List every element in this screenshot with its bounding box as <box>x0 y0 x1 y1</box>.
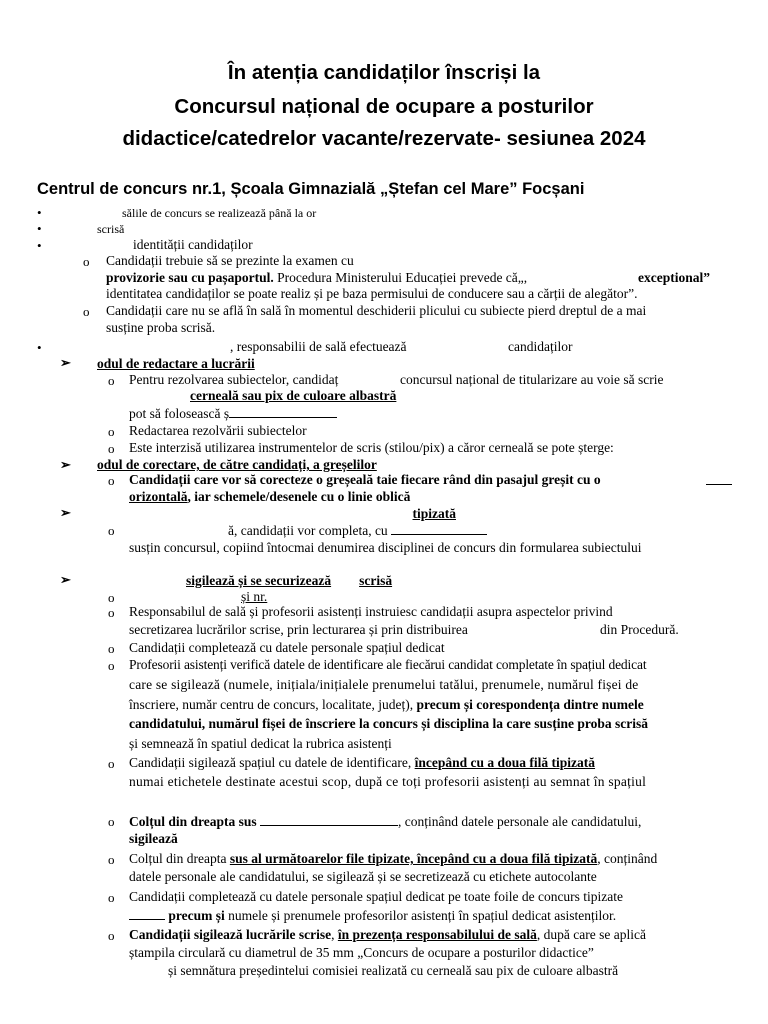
circle-marker: o <box>108 424 115 439</box>
text: Procedura Ministerului Educației prevede că„, <box>273 270 528 285</box>
bold-text: cerneală sau pix de culoare albastră <box>190 388 397 403</box>
circle-marker: o <box>108 658 115 673</box>
list-item-text: Responsabilul de sală și profesorii asistenți instruiesc candidații asupra aspectelor privind <box>129 604 613 619</box>
title-line-3: didactice/catedrelor vacante/rezervate- sesiunea 2024 <box>122 127 646 150</box>
list-item-text: din Procedură. <box>600 622 679 637</box>
circle-marker: o <box>108 441 115 456</box>
circle-marker: o <box>108 373 115 388</box>
section-heading: odul de corectare, de către candidați, a greșelilor <box>97 457 377 472</box>
list-item-text: sigilează <box>129 831 178 846</box>
arrow-marker: ➢ <box>60 572 71 587</box>
bullet-text: sălile de concurs se realizează până la or <box>122 206 317 220</box>
list-item-text: Colțul din dreapta sus al următoarelor file tipizate, începând cu a doua filă tipizată, conținând <box>129 851 658 866</box>
list-item-text: secretizarea lucrărilor scrise, prin lecturarea și prin distribuirea <box>129 622 468 637</box>
arrow-marker: ➢ <box>60 505 71 520</box>
list-item-text: ă, candidații vor completa, cu <box>228 522 487 539</box>
circle-marker: o <box>108 590 115 605</box>
list-item-text: Candidații trebuie să se prezinte la examen cu <box>106 253 354 268</box>
bullet-marker: • <box>37 238 42 253</box>
bullet-text: identității candidaților <box>133 237 253 252</box>
bullet-text: , responsabilii de sală efectuează <box>230 339 407 354</box>
list-item-text: Candidații sigilează lucrările scrise, în prezența responsabilului de sală, după care se aplică <box>129 927 646 942</box>
bullet-marker: • <box>37 205 42 220</box>
bold-text: exceptional” <box>638 270 710 285</box>
list-item-text: orizontală, iar schemele/desenele cu o linie oblică <box>129 489 411 504</box>
list-item-text: Profesorii asistenți verifică datele de identificare ale fiecărui candidat completate în spațiul dedicat <box>129 657 647 672</box>
circle-marker: o <box>108 852 115 867</box>
bullet-text: candidaților <box>508 339 573 354</box>
circle-marker: o <box>108 641 115 656</box>
circle-marker: o <box>108 473 115 488</box>
bold-text: provizorie sau cu pașaportul. <box>106 270 274 285</box>
bullet-marker: • <box>37 340 42 355</box>
list-item-text: precum și numele și prenumele profesorilor asistenți în spațiul dedicat asistenților. <box>129 907 616 924</box>
list-item-text: numai etichetele destinate acestui scop, după ce toți profesorii asistenți au semnat în spațiul <box>129 774 647 789</box>
circle-marker: o <box>108 523 115 538</box>
list-item-text: și nr. <box>241 589 268 604</box>
list-item-text <box>106 270 527 286</box>
list-item-text: Colțul din dreapta sus , conținând datele personale ale candidatului, <box>129 814 642 829</box>
list-item-text: susține proba scrisă. <box>106 320 216 335</box>
list-item-text: Candidații completează cu datele personale spațiul dedicat pe toate foile de concurs tipizate <box>129 889 624 904</box>
list-item-text: identitatea candidaților se poate realiz și pe baza permisului de conducere sau a cărții de alegător”. <box>106 286 638 301</box>
list-item-text: candidatului, numărul fișei de înscriere la concurs și disciplina la care susține proba scrisă <box>129 716 649 731</box>
circle-marker: o <box>108 605 115 620</box>
circle-marker: o <box>108 814 115 829</box>
bullet-text: scrisă <box>97 222 125 236</box>
circle-marker: o <box>83 304 90 319</box>
circle-marker: o <box>83 254 90 269</box>
list-item-text: Este interzisă utilizarea instrumentelor de scris (stilou/pix) a căror cerneală se pote șterge: <box>129 440 614 455</box>
list-item-text: Redactarea rezolvării subiectelor <box>129 423 307 438</box>
bullet-marker: • <box>37 221 42 236</box>
list-item-text: concursul național de titularizare au voie să scrie <box>400 372 664 387</box>
circle-marker: o <box>108 928 115 943</box>
list-item-text: Candidații sigilează spațiul cu datele de identificare, începând cu a doua filă tipizată <box>129 755 596 770</box>
list-item-text: și semnătura președintelui comisiei realizată cu cerneală sau pix de culoare albastră <box>168 963 619 978</box>
list-item-text: Pentru rezolvarea subiectelor, candidaț <box>129 372 339 387</box>
title-line-2: Concursul național de ocupare a posturilor <box>174 95 594 118</box>
title-line-1: În atenția candidaților înscriși la <box>227 61 541 84</box>
section-heading: tipizată <box>412 506 456 521</box>
arrow-marker: ➢ <box>60 457 71 472</box>
list-item-text: care se sigilează (numele, inițiala/inițialele prenumelui tatălui, prenumele, numărul fișei de <box>129 677 639 692</box>
list-item-text: Candidații care vor să corecteze o greșeală taie fiecare rând din pasajul greșit cu o <box>129 472 732 488</box>
list-item-text: și semnează în spatiul dedicat la rubrica asistenți <box>129 736 392 751</box>
list-item-text: Candidații completează cu datele personale spațiul dedicat <box>129 640 445 655</box>
circle-marker: o <box>108 756 115 771</box>
arrow-marker: ➢ <box>60 355 71 370</box>
list-item-text: susțin concursul, copiind întocmai denumirea disciplinei de concurs din formularea subiectului <box>129 540 642 555</box>
list-item-text: pot să folosească ș <box>129 405 337 422</box>
circle-marker: o <box>108 890 115 905</box>
section-heading: odul de redactare a lucrării <box>97 356 255 371</box>
list-item-text: înscriere, număr centru de concurs, localitate, județ), precum și corespondența dintre numele <box>129 697 644 712</box>
list-item-text: ștampila circulară cu diametrul de 35 mm „Concurs de ocupare a posturilor didactice” <box>129 945 594 960</box>
list-item-text: datele personale ale candidatului, se sigilează și se secretizează cu etichete autocolante <box>129 869 597 884</box>
exam-center-heading: Centrul de concurs nr.1, Școala Gimnazială „Ștefan cel Mare” Focșani <box>37 180 585 198</box>
list-item-text: Candidații care nu se află în sală în momentul deschiderii plicului cu subiecte pierd dreptul de a mai <box>106 303 647 318</box>
section-heading: sigilează și se securizează scrisă <box>186 573 393 588</box>
